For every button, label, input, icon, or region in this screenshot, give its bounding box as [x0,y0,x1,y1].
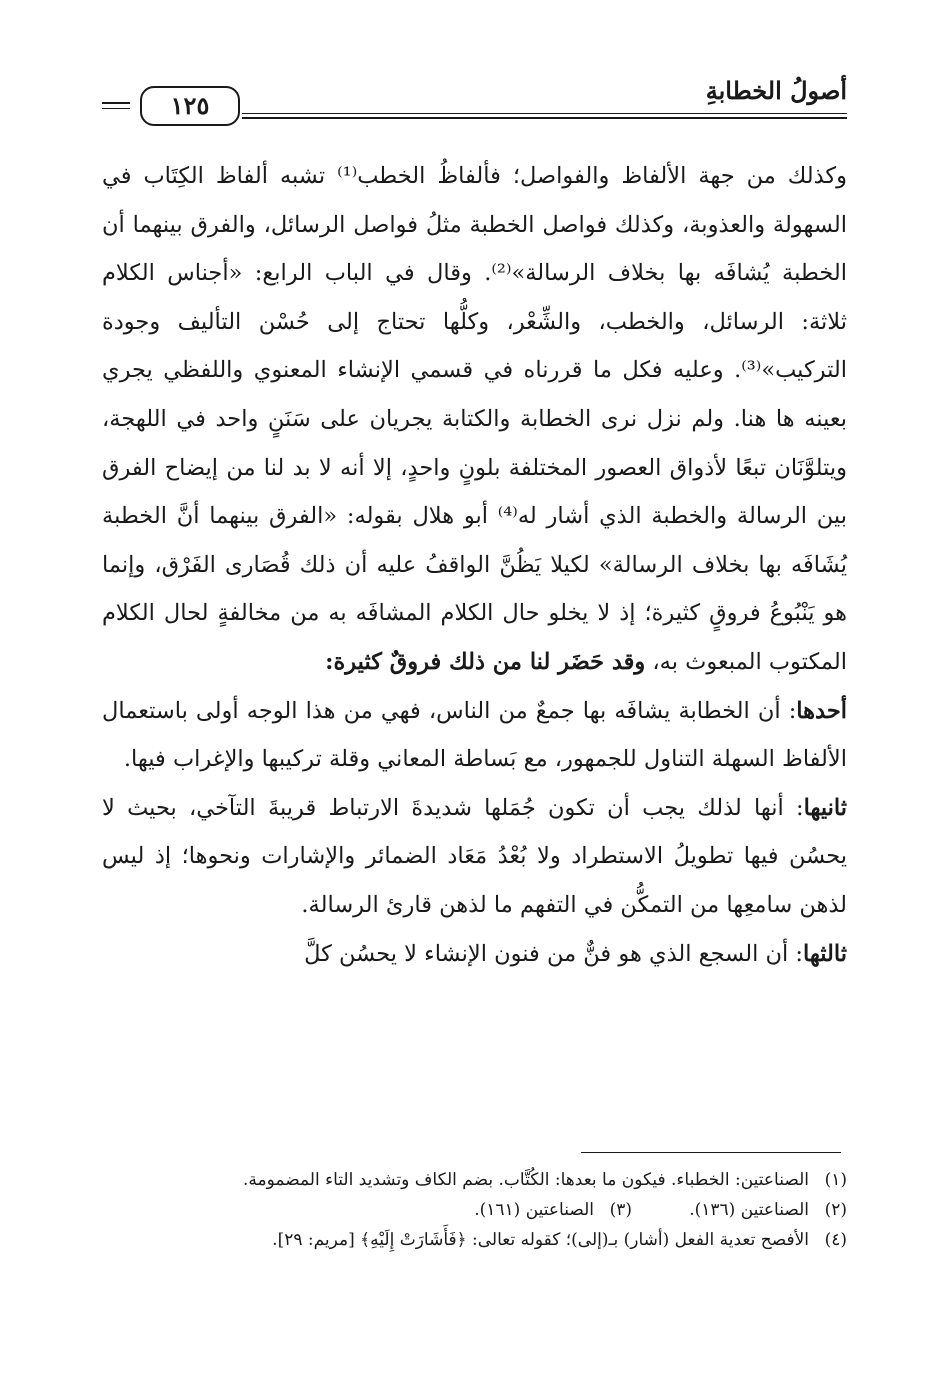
footnote-number: (٣) [609,1200,632,1220]
list-item [102,784,847,930]
item-lead: أحدها [796,697,847,724]
footnote-text: الصناعتين (١٦١). [474,1200,594,1220]
footnotes [102,1165,847,1255]
book-title: أصولُ الخطابةِ [696,76,847,105]
footnote [102,1225,847,1255]
ornament-dash-thin [102,108,130,109]
item-text: : أن الخطابة يشافَه بها جمعٌ من الناس، فهي من هذا الوجه أولى باستعمال الألفاظ السهلة التناول للجمهور، مع بَساطة المعاني وقلة تركيبها والإغراب فيها. [102,697,847,773]
footnote-pair [102,1195,847,1225]
footnote-number: (١) [824,1170,847,1190]
list-item [102,687,847,784]
paragraph-text: وكذلك من جهة الألفاظ والفواصل؛ فألفاظُ الخطب⁽¹⁾ تشبه ألفاظ الكِتَاب في السهولة والعذوبة، وكذلك فواصل الخطبة مثلُ فواصل الرسائل، والفرق بينهما أن الخطبة يُشافَه بها بخلاف الرسالة»⁽²⁾. وقال في الباب الرابع: «أجناس الكلام ثلاثة: الرسائل، والخطب، والشِّعْر، وكلُّها تحتاج إلى حُسْن التأليف وجودة التركيب»⁽³⁾. وعليه فكل ما قررناه في قسمي الإنشاء المعنوي واللفظي يجري بعينه ها هنا. ولم نزل نرى الخطابة والكتابة يجريان على سَنَنٍ واحد في اللهجة، ويتلوَّنَان تبعًا لأذواق العصور المختلفة بلونٍ واحدٍ، إلا أنه لا بد لنا من إيضاح الفرق بين الرسالة والخطبة الذي أشار له⁽⁴⁾ أبو هلال بقوله: «الفرق بينهما أنَّ الخطبة يُشَافَه بها بخلاف الرسالة» لكيلا يَظُنَّ الواقفُ عليه أن ذلك قُصَارى الفَرْق، وإنما هو يَنْبُوعُ فروقٍ كثيرة؛ إذ لا يخلو حال الكلام المشافَه به من مخالفةٍ لحال الكلام المكتوب المبعوث به، [102,163,848,675]
item-lead: ثالثها [803,940,847,967]
ornament-dash [102,102,130,104]
paragraph [102,152,847,687]
paragraph-bold-tail: وقد حَضَر لنا من ذلك فروقٌ كثيرة: [325,648,646,675]
footnote [102,1165,847,1195]
footnote-text: الصناعتين: الخطباء. فيكون ما بعدها: الكُتَّاب. بضم الكاف وتشديد التاء المضمومة. [242,1170,809,1190]
footnote-number: (٤) [824,1230,847,1250]
page-number-ornament [102,86,242,126]
footnote-text: الأفصح تعدية الفعل (أشار) بـ(إلى)؛ كقوله تعالى: ﴿فَأَشَارَتْ إِلَيْهِ﴾ [مريم: ٢٩]. [272,1230,809,1250]
footnote [632,1195,847,1225]
page-header [102,70,847,126]
list-item [102,930,847,979]
body-text [102,152,847,978]
item-lead: ثانيها [803,794,847,821]
item-text: : أن السجع الذي هو فنٌّ من فنون الإنشاء لا يحسُن كلَّ [304,940,803,967]
footnote-text: الصناعتين (١٣٦). [689,1200,809,1220]
footnote-number: (٢) [824,1200,847,1220]
footnote [417,1195,632,1225]
footnote-separator [581,1152,841,1153]
page-number: ١٢٥ [140,86,240,126]
item-text: : أنها لذلك يجب أن تكون جُمَلها شديدةَ الارتباط قريبةَ التآخي، بحيث لا يحسُن فيها تطويلُ الاستطراد ولا بُعْدُ مَعَاد الضمائر والإشارات ونحوها؛ إذ ليس لذهن سامعِها من التمكُّن في التفهم ما لذهن قارئ الرسالة. [102,794,847,918]
